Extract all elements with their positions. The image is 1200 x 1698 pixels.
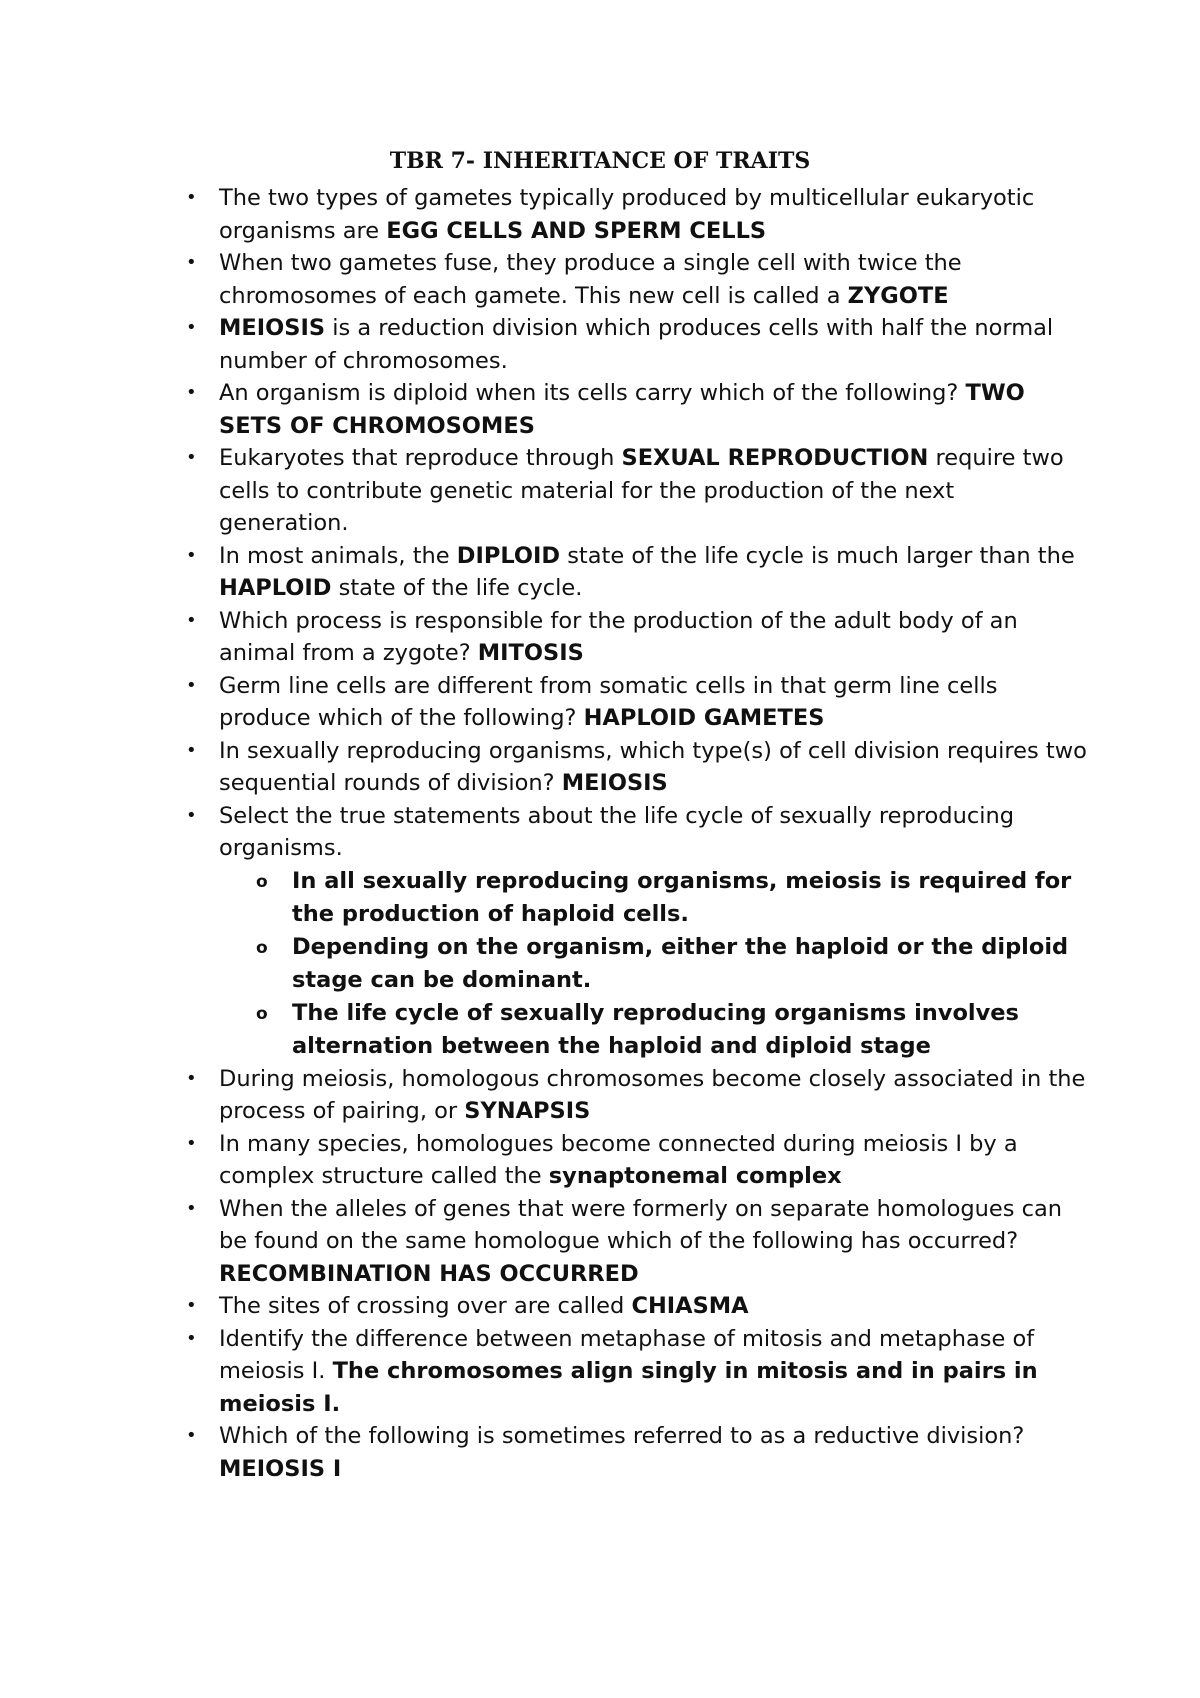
answer-text: HAPLOID GAMETES <box>583 705 825 731</box>
list-item <box>186 800 1089 1063</box>
question-text: Eukaryotes that reproduce through <box>219 445 622 471</box>
answer-text: EGG CELLS AND SPERM CELLS <box>386 217 767 244</box>
sub-list-item <box>256 865 1089 931</box>
answer-text: In all sexually reproducing organisms, meiosis is required for the production of haploid cells. <box>292 867 1072 927</box>
bullet-icon: • <box>186 1067 197 1089</box>
question-text: When the alleles of genes that were formerly on separate homologues can be found on the same homologue which of the following has occurred? <box>219 1195 1063 1254</box>
answer-text: MITOSIS <box>477 640 584 666</box>
answer-text: SYNAPSIS <box>464 1098 591 1124</box>
list-item <box>186 1063 1089 1128</box>
bullet-icon: • <box>186 252 197 273</box>
bullet-icon: • <box>186 1132 197 1154</box>
answer-text: HAPLOID <box>219 575 332 601</box>
bullet-icon: • <box>186 804 197 826</box>
sub-list-item <box>256 997 1089 1063</box>
bullet-icon: • <box>186 317 197 338</box>
bullet-icon: • <box>186 1295 197 1316</box>
list-item <box>186 670 1089 735</box>
answer-text: DIPLOID <box>456 542 561 569</box>
list-item <box>186 1420 1089 1485</box>
answer-text: The chromosomes align singly in mitosis and in pairs in meiosis I. <box>219 1358 1038 1417</box>
question-text: In many species, homologues become connected during meiosis I by a complex structure called the <box>219 1130 1018 1189</box>
bullet-icon: • <box>186 1327 197 1349</box>
circle-bullet-icon: o <box>256 937 268 958</box>
bullet-icon: • <box>186 1425 197 1446</box>
answer-text: Depending on the organism, either the haploid or the diploid stage can be dominant. <box>292 933 1069 993</box>
answer-text: MEIOSIS <box>219 315 326 341</box>
list-item <box>186 605 1089 670</box>
question-text: In most animals, the <box>219 542 457 569</box>
answer-text: The life cycle of sexually reproducing organisms involves alternation between the haploid and diploid stage <box>292 999 1019 1059</box>
sub-answer-list <box>219 865 1089 1063</box>
question-text: During meiosis, homologous chromosomes become closely associated in the process of pairing, or <box>219 1065 1086 1124</box>
answer-text: ZYGOTE <box>847 282 949 309</box>
list-item <box>186 247 1089 312</box>
answer-text: SEXUAL REPRODUCTION <box>621 445 929 471</box>
bullet-icon: • <box>186 609 197 631</box>
sub-list-item <box>256 931 1089 997</box>
bullet-icon: • <box>186 447 197 468</box>
bullet-icon: • <box>186 544 197 566</box>
answer-text: RECOMBINATION HAS OCCURRED <box>219 1260 639 1287</box>
answer-text: synaptonemal complex <box>548 1163 842 1189</box>
bullet-icon: • <box>186 187 197 208</box>
bullet-icon: • <box>186 674 197 696</box>
statement-text: state of the life cycle is much larger than the <box>560 542 1075 569</box>
list-item <box>186 442 1089 540</box>
question-text: Which of the following is sometimes referred to as a reductive division? <box>219 1423 1025 1449</box>
list-item <box>186 1128 1089 1193</box>
bullet-icon: • <box>186 739 197 761</box>
question-text: Identify the difference between metaphase of mitosis and metaphase of meiosis I. <box>219 1325 1035 1384</box>
answer-text: MEIOSIS I <box>219 1455 342 1482</box>
circle-bullet-icon: o <box>256 1003 268 1024</box>
bullet-icon: • <box>186 382 197 403</box>
list-item <box>186 1193 1089 1291</box>
question-text: Select the true statements about the life cycle of sexually reproducing organisms. <box>219 802 1015 861</box>
list-item <box>186 540 1089 605</box>
question-text: When two gametes fuse, they produce a single cell with twice the chromosomes of each gamete. This new cell is called a <box>219 250 962 309</box>
list-item <box>186 182 1089 247</box>
list-item <box>186 1323 1089 1421</box>
question-text: The sites of crossing over are called <box>219 1293 632 1319</box>
question-text: An organism is diploid when its cells carry which of the following? <box>219 380 966 406</box>
document-title: TBR 7- INHERITANCE OF TRAITS <box>389 148 811 174</box>
answer-text: MEIOSIS <box>561 770 668 796</box>
list-item <box>186 377 1089 442</box>
list-item <box>186 735 1089 800</box>
statement-text: is a reduction division which produces cells with half the normal number of chromosomes. <box>219 315 1054 374</box>
question-text: The two types of gametes typically produced by multicellular eukaryotic organisms are <box>219 185 1035 244</box>
answer-text: TWO SETS OF CHROMOSOMES <box>219 380 1025 439</box>
bullet-icon: • <box>186 1197 197 1219</box>
statement-text: require two cells to contribute genetic material for the production of the next generation. <box>219 445 1064 536</box>
answer-text: CHIASMA <box>631 1293 749 1319</box>
question-text: In sexually reproducing organisms, which type(s) of cell division requires two sequential rounds of division? <box>219 737 1087 796</box>
question-text: Germ line cells are different from somatic cells in that germ line cells produce which of the following? <box>219 672 998 731</box>
question-text: Which process is responsible for the production of the adult body of an animal from a zygote? <box>219 607 1018 666</box>
question-answer-list <box>186 182 1089 1485</box>
list-item <box>186 1290 1089 1323</box>
list-item <box>186 312 1089 377</box>
statement-text: state of the life cycle. <box>331 575 583 601</box>
circle-bullet-icon: o <box>256 871 268 892</box>
